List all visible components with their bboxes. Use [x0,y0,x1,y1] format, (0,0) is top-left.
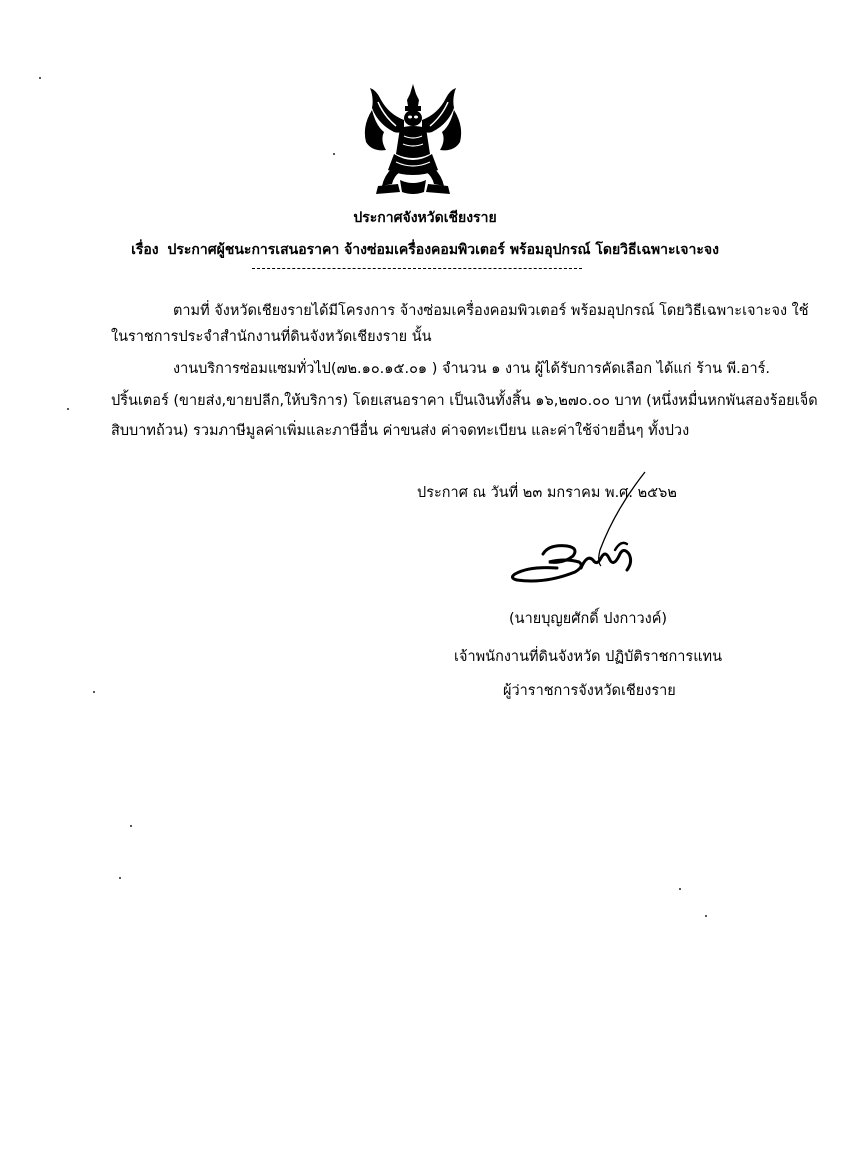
signer-name: (นายบุญยศักดิ์ ปงกาวงค์) [509,611,668,627]
announcement-date: ประกาศ ณ วันที่ ๒๓ มกราคม พ.ศ. ๒๕๖๒ [417,485,677,501]
paragraph-2-line-3: สิบบาทถ้วน) รวมภาษีมูลค่าเพิ่มและภาษีอื่น ค่าขนส่ง ค่าจดทะเบียน และค่าใช้จ่ายอื่นๆ ทั้งปวง [111,423,690,439]
paragraph-2-line-1: งานบริการซ่อมแซมทั่วไป(๗๒.๑๐.๑๕.๐๑ ) จำนวน ๑ งาน ผู้ได้รับการคัดเลือก ได้แก่ ร้าน พี.อาร์. [173,361,771,377]
garuda-emblem-icon [358,80,468,198]
signer-position-line-1: เจ้าพนักงานที่ดินจังหวัด ปฏิบัติราชการแทน [454,649,723,665]
subject-text: ประกาศผู้ชนะการเสนอราคา จ้างซ่อมเครื่องคอมพิวเตอร์ พร้อมอุปกรณ์ โดยวิธีเฉพาะเจาะจง [167,242,719,258]
announcement-title: ประกาศจังหวัดเชียงราย [353,210,497,226]
subject-label: เรื่อง [131,242,159,258]
paragraph-1-line-1: ตามที่ จังหวัดเชียงรายได้มีโครงการ จ้างซ่อมเครื่องคอมพิวเตอร์ พร้อมอุปกรณ์ โดยวิธีเฉพาะเจาะจง ใช้ [173,303,809,319]
announcement-subject [0,239,850,261]
separator-rule [252,268,582,269]
signer-position-line-2: ผู้ว่าราชการจังหวัดเชียงราย [503,683,676,699]
paragraph-1-line-2: ในราชการประจำสำนักงานที่ดินจังหวัดเชียงราย นั้น [111,329,432,345]
paragraph-2-line-2: ปริ้นเตอร์ (ขายส่ง,ขายปลีก,ให้บริการ) โดยเสนอราคา เป็นเงินทั้งสิ้น ๑๖,๒๗๐.๐๐ บาท (หนึ่งหมื่นหกพันสองร้อยเจ็ด [111,393,818,409]
handwritten-signature [505,470,655,590]
